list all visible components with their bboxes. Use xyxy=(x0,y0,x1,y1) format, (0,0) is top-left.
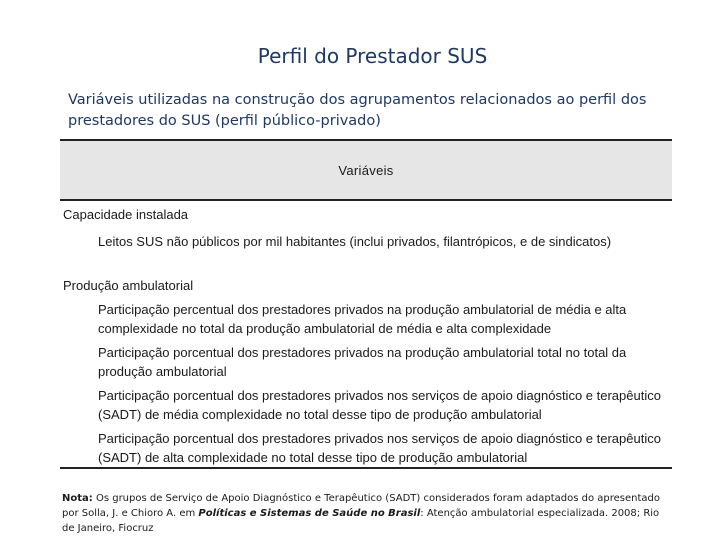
category-producao-ambulatorial: Produção ambulatorial xyxy=(63,278,194,293)
category-capacidade-instalada: Capacidade instalada xyxy=(63,207,189,222)
variable-item: Participação porcentual dos prestadores privados na produção ambulatorial total no total da produção ambulatorial xyxy=(98,345,627,379)
variable-item: Participação porcentual dos prestadores privados nos serviços de apoio diagnóstico e terapêutico (SADT) de alta complexidade no total desse tipo de produção ambulatorial xyxy=(98,431,661,465)
page-title: Perfil do Prestador SUS xyxy=(257,44,488,68)
page-subtitle: Variáveis utilizadas na construção dos agrupamentos relacionados ao perfil dos prestadores do SUS (perfil público-privado) xyxy=(68,92,647,129)
table-header: Variáveis xyxy=(60,139,672,201)
table-body xyxy=(60,206,672,469)
footnote-label: Nota: xyxy=(62,493,93,504)
variables-table xyxy=(60,139,672,469)
footnote-text: Os grupos de Serviço de Apoio Diagnóstico e Terapêutico (SADT) considerados foram adaptados do apresentado por Solla, J. e Chioro A. em xyxy=(62,493,661,519)
variable-item: Participação porcentual dos prestadores privados nos serviços de apoio diagnóstico e terapêutico (SADT) de média complexidade no total desse tipo de produção ambulatorial xyxy=(98,388,661,422)
footnote-book-title: Políticas e Sistemas de Saúde no Brasil xyxy=(198,508,421,519)
footnote-text-end: : Atenção ambulatorial especializada. 2008; Rio de Janeiro, Fiocruz xyxy=(62,508,660,534)
footnote xyxy=(62,491,672,536)
variable-item: Participação percentual dos prestadores privados na produção ambulatorial de média e alta complexidade no total da produção ambulatorial de média e alta complexidade xyxy=(98,302,627,336)
variable-item: Leitos SUS não públicos por mil habitantes (inclui privados, filantrópicos, e de sindicatos) xyxy=(98,234,612,249)
